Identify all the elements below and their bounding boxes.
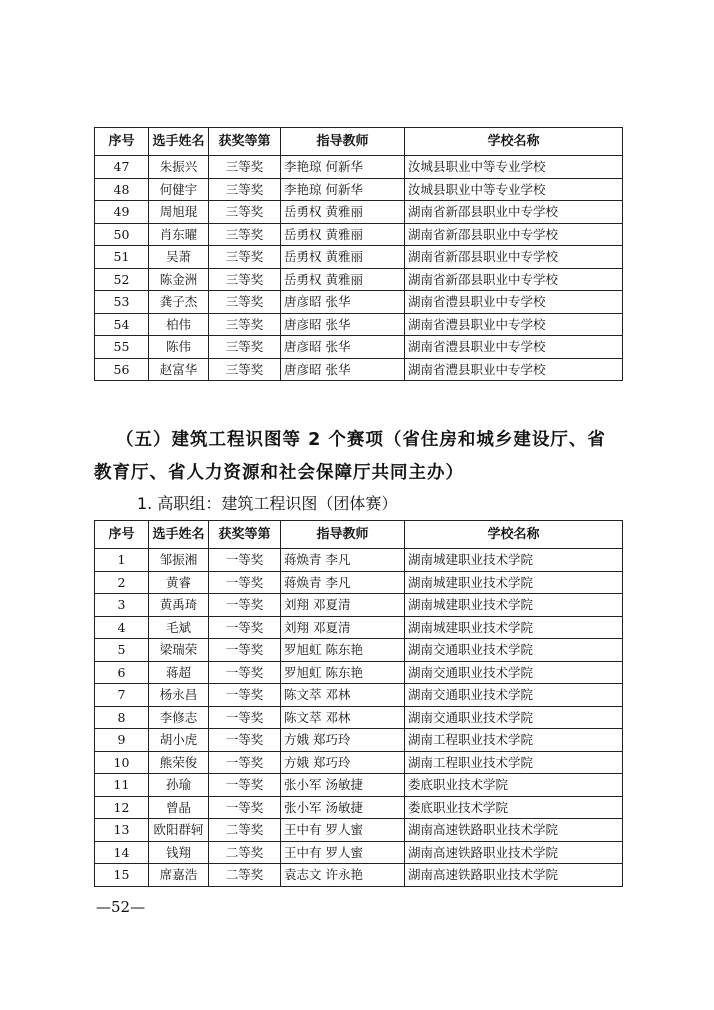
cell-award: 三等奖: [209, 268, 281, 291]
table-row: [95, 864, 623, 887]
col-header-advisor: 指导教师: [281, 128, 405, 156]
col-header-advisor: 指导教师: [281, 521, 405, 549]
cell-school: 湖南城建职业技术学院: [405, 571, 623, 594]
table-row: [95, 268, 623, 291]
award-table-2: [94, 520, 623, 887]
cell-number: 56: [95, 358, 149, 381]
cell-name: 邹振湘: [149, 549, 209, 572]
cell-name: 周旭琨: [149, 201, 209, 224]
cell-advisor: 李艳琼 何新华: [281, 178, 405, 201]
cell-number: 11: [95, 774, 149, 797]
cell-school: 湖南高速铁路职业技术学院: [405, 864, 623, 887]
cell-advisor: 方娥 郑巧玲: [281, 751, 405, 774]
table-row: [95, 178, 623, 201]
cell-award: 三等奖: [209, 336, 281, 359]
table-row: [95, 201, 623, 224]
cell-school: 湖南省澧县职业中专学校: [405, 291, 623, 314]
cell-number: 53: [95, 291, 149, 314]
cell-award: 一等奖: [209, 639, 281, 662]
cell-number: 52: [95, 268, 149, 291]
cell-award: 一等奖: [209, 616, 281, 639]
col-header-award: 获奖等第: [209, 521, 281, 549]
table-row: [95, 774, 623, 797]
cell-number: 5: [95, 639, 149, 662]
cell-number: 6: [95, 661, 149, 684]
cell-number: 14: [95, 841, 149, 864]
cell-award: 一等奖: [209, 774, 281, 797]
cell-award: 一等奖: [209, 796, 281, 819]
table-header-row: [95, 128, 623, 156]
cell-name: 黄禹琦: [149, 594, 209, 617]
cell-number: 15: [95, 864, 149, 887]
cell-name: 欧阳群轲: [149, 819, 209, 842]
cell-school: 湖南高速铁路职业技术学院: [405, 841, 623, 864]
cell-school: 湖南交通职业技术学院: [405, 661, 623, 684]
table-row: [95, 751, 623, 774]
cell-name: 曾晶: [149, 796, 209, 819]
cell-number: 49: [95, 201, 149, 224]
table-row: [95, 358, 623, 381]
section-heading-line1: （五）建筑工程识图等 2 个赛项（省住房和城乡建设厅、省: [116, 430, 606, 450]
cell-school: 湖南高速铁路职业技术学院: [405, 819, 623, 842]
subheading: 1. 高职组：建筑工程识图（团体赛）: [137, 494, 398, 513]
award-table-1: [94, 127, 623, 381]
cell-advisor: 刘翔 邓夏清: [281, 594, 405, 617]
table-body: [95, 156, 623, 381]
cell-number: 1: [95, 549, 149, 572]
cell-award: 二等奖: [209, 819, 281, 842]
cell-school: 娄底职业技术学院: [405, 796, 623, 819]
section-heading-line2: 教育厅、省人力资源和社会保障厅共同主办）: [94, 463, 464, 483]
cell-name: 熊荣俊: [149, 751, 209, 774]
cell-number: 3: [95, 594, 149, 617]
table-row: [95, 796, 623, 819]
cell-school: 湖南城建职业技术学院: [405, 549, 623, 572]
cell-award: 一等奖: [209, 549, 281, 572]
cell-number: 4: [95, 616, 149, 639]
cell-award: 一等奖: [209, 706, 281, 729]
cell-school: 汝城县职业中等专业学校: [405, 178, 623, 201]
cell-school: 湖南工程职业技术学院: [405, 729, 623, 752]
cell-name: 李修志: [149, 706, 209, 729]
cell-name: 黄睿: [149, 571, 209, 594]
cell-name: 陈伟: [149, 336, 209, 359]
cell-award: 一等奖: [209, 594, 281, 617]
cell-number: 13: [95, 819, 149, 842]
table-row: [95, 549, 623, 572]
cell-advisor: 罗旭虹 陈东艳: [281, 639, 405, 662]
cell-advisor: 袁志文 许永艳: [281, 864, 405, 887]
cell-number: 48: [95, 178, 149, 201]
cell-name: 钱翔: [149, 841, 209, 864]
cell-award: 三等奖: [209, 358, 281, 381]
cell-award: 二等奖: [209, 841, 281, 864]
table-row: [95, 729, 623, 752]
cell-advisor: 张小军 汤敏捷: [281, 774, 405, 797]
table-row: [95, 661, 623, 684]
cell-award: 二等奖: [209, 864, 281, 887]
cell-advisor: 王中有 罗人蜜: [281, 841, 405, 864]
cell-name: 毛斌: [149, 616, 209, 639]
col-header-number: 序号: [95, 128, 149, 156]
cell-school: 湖南省新邵县职业中专学校: [405, 268, 623, 291]
table-row: [95, 706, 623, 729]
table-row: [95, 291, 623, 314]
table-row: [95, 156, 623, 179]
table-row: [95, 616, 623, 639]
cell-number: 7: [95, 684, 149, 707]
cell-school: 湖南省新邵县职业中专学校: [405, 223, 623, 246]
cell-number: 10: [95, 751, 149, 774]
cell-advisor: 岳勇权 黄雅丽: [281, 246, 405, 269]
cell-name: 柏伟: [149, 313, 209, 336]
cell-advisor: 陈文萃 邓林: [281, 706, 405, 729]
page-number: —52—: [96, 898, 146, 916]
cell-advisor: 唐彦昭 张华: [281, 358, 405, 381]
table-row: [95, 246, 623, 269]
cell-award: 一等奖: [209, 729, 281, 752]
cell-name: 朱振兴: [149, 156, 209, 179]
cell-number: 51: [95, 246, 149, 269]
cell-school: 湖南城建职业技术学院: [405, 594, 623, 617]
table-row: [95, 819, 623, 842]
cell-school: 汝城县职业中等专业学校: [405, 156, 623, 179]
cell-advisor: 张小军 汤敏捷: [281, 796, 405, 819]
cell-number: 47: [95, 156, 149, 179]
cell-name: 肖东曜: [149, 223, 209, 246]
cell-advisor: 方娥 郑巧玲: [281, 729, 405, 752]
col-header-name: 选手姓名: [149, 521, 209, 549]
table-body: [95, 549, 623, 887]
col-header-award: 获奖等第: [209, 128, 281, 156]
cell-number: 9: [95, 729, 149, 752]
cell-school: 湖南省澧县职业中专学校: [405, 313, 623, 336]
table-header-row: [95, 521, 623, 549]
table-row: [95, 639, 623, 662]
cell-award: 一等奖: [209, 571, 281, 594]
cell-name: 龚子杰: [149, 291, 209, 314]
cell-award: 三等奖: [209, 291, 281, 314]
cell-name: 蒋超: [149, 661, 209, 684]
cell-advisor: 岳勇权 黄雅丽: [281, 201, 405, 224]
section-heading: [94, 424, 634, 490]
cell-award: 三等奖: [209, 246, 281, 269]
cell-school: 湖南工程职业技术学院: [405, 751, 623, 774]
cell-name: 赵富华: [149, 358, 209, 381]
cell-advisor: 蒋焕青 李凡: [281, 549, 405, 572]
cell-name: 何健宇: [149, 178, 209, 201]
cell-school: 湖南省新邵县职业中专学校: [405, 246, 623, 269]
cell-advisor: 王中有 罗人蜜: [281, 819, 405, 842]
cell-name: 席嘉浩: [149, 864, 209, 887]
cell-award: 一等奖: [209, 751, 281, 774]
cell-number: 2: [95, 571, 149, 594]
col-header-school: 学校名称: [405, 521, 623, 549]
table-row: [95, 313, 623, 336]
table-row: [95, 571, 623, 594]
col-header-number: 序号: [95, 521, 149, 549]
cell-advisor: 唐彦昭 张华: [281, 291, 405, 314]
cell-number: 50: [95, 223, 149, 246]
cell-advisor: 刘翔 邓夏清: [281, 616, 405, 639]
cell-advisor: 陈文萃 邓林: [281, 684, 405, 707]
table-row: [95, 841, 623, 864]
cell-advisor: 唐彦昭 张华: [281, 336, 405, 359]
table-row: [95, 594, 623, 617]
cell-advisor: 唐彦昭 张华: [281, 313, 405, 336]
cell-number: 12: [95, 796, 149, 819]
cell-advisor: 罗旭虹 陈东艳: [281, 661, 405, 684]
cell-advisor: 李艳琼 何新华: [281, 156, 405, 179]
col-header-name: 选手姓名: [149, 128, 209, 156]
cell-name: 陈金洲: [149, 268, 209, 291]
cell-award: 三等奖: [209, 201, 281, 224]
table-row: [95, 336, 623, 359]
cell-advisor: 蒋焕青 李凡: [281, 571, 405, 594]
cell-school: 湖南省澧县职业中专学校: [405, 336, 623, 359]
table-row: [95, 223, 623, 246]
cell-award: 一等奖: [209, 661, 281, 684]
cell-school: 湖南交通职业技术学院: [405, 684, 623, 707]
cell-award: 三等奖: [209, 313, 281, 336]
cell-school: 湖南省澧县职业中专学校: [405, 358, 623, 381]
cell-award: 三等奖: [209, 223, 281, 246]
cell-name: 梁瑞荣: [149, 639, 209, 662]
cell-school: 湖南省新邵县职业中专学校: [405, 201, 623, 224]
cell-number: 55: [95, 336, 149, 359]
table-row: [95, 684, 623, 707]
cell-name: 孙瑜: [149, 774, 209, 797]
cell-award: 三等奖: [209, 156, 281, 179]
cell-name: 吴萧: [149, 246, 209, 269]
cell-advisor: 岳勇权 黄雅丽: [281, 268, 405, 291]
cell-advisor: 岳勇权 黄雅丽: [281, 223, 405, 246]
cell-number: 54: [95, 313, 149, 336]
cell-name: 杨永昌: [149, 684, 209, 707]
cell-number: 8: [95, 706, 149, 729]
cell-award: 一等奖: [209, 684, 281, 707]
cell-school: 湖南交通职业技术学院: [405, 706, 623, 729]
cell-name: 胡小虎: [149, 729, 209, 752]
col-header-school: 学校名称: [405, 128, 623, 156]
cell-school: 娄底职业技术学院: [405, 774, 623, 797]
cell-award: 三等奖: [209, 178, 281, 201]
cell-school: 湖南交通职业技术学院: [405, 639, 623, 662]
cell-school: 湖南城建职业技术学院: [405, 616, 623, 639]
